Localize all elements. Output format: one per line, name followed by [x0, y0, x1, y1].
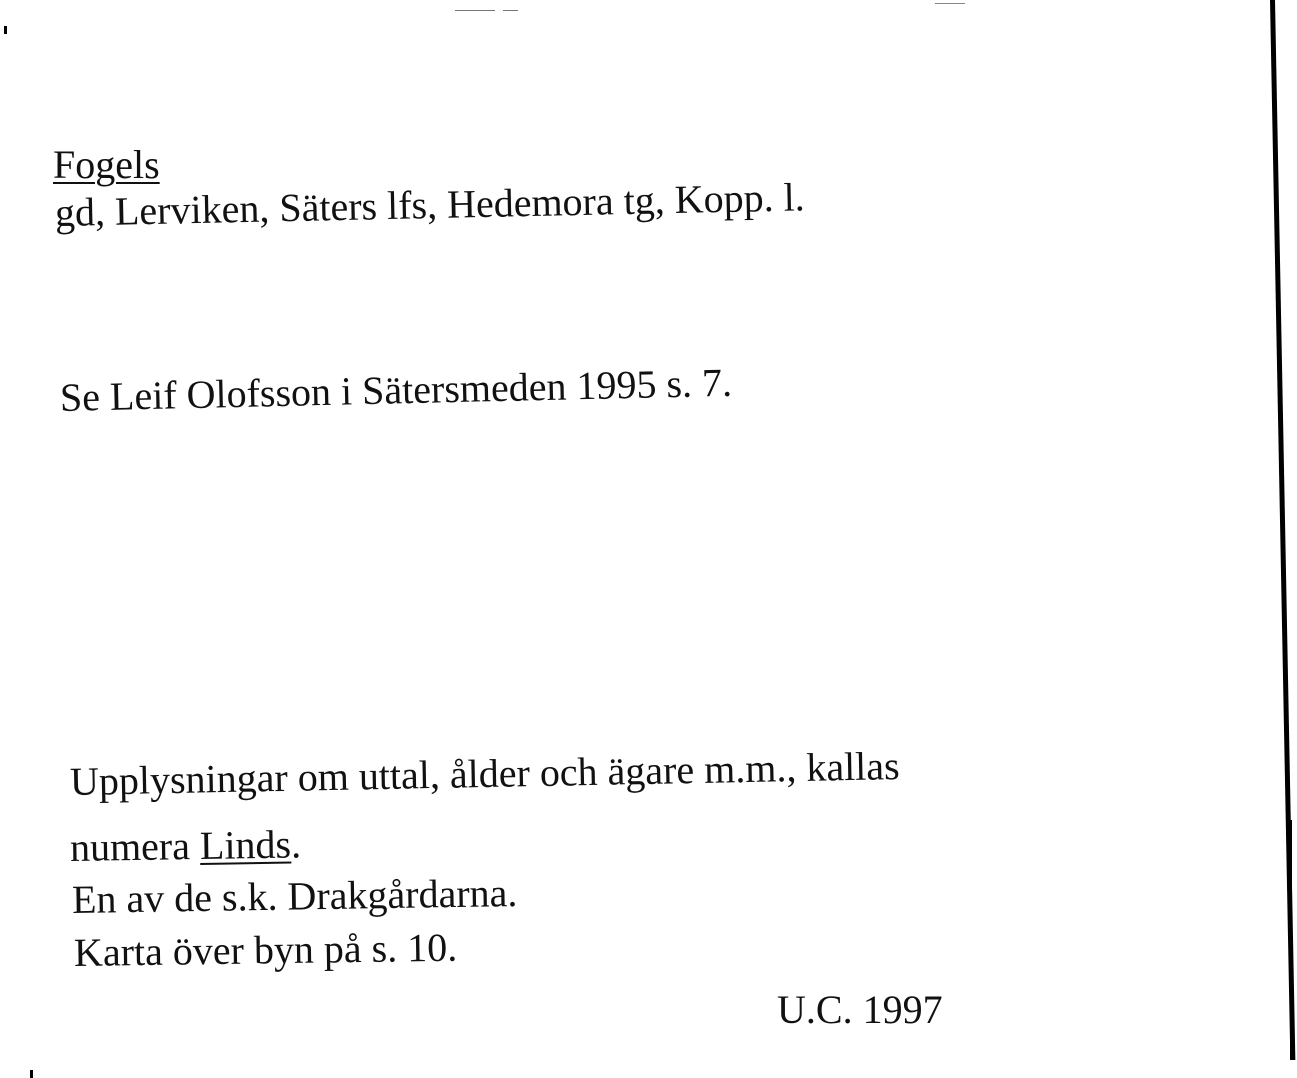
signature: U.C. 1997: [777, 987, 943, 1032]
literature-reference: Se Leif Olofsson i Sätersmeden 1995 s. 7.: [59, 359, 733, 420]
current-name: Linds: [199, 821, 292, 868]
info-line-2-suffix: .: [290, 821, 302, 867]
scan-dash-top: [455, 10, 495, 11]
scan-dash-top: [935, 3, 965, 4]
location-description: gd, Lerviken, Säters lfs, Hedemora tg, Kopp. l.: [54, 174, 806, 235]
info-line-2-prefix: numera: [69, 822, 201, 870]
scan-edge-line-secondary: [1290, 820, 1292, 1060]
info-line-1: Upplysningar om uttal, ålder och ägare m.m., kallas: [69, 743, 901, 804]
scan-dash-top: [503, 10, 518, 11]
scan-mark-top-left: [4, 26, 7, 34]
place-name: Fogels: [53, 142, 160, 187]
place-name-heading: [53, 142, 160, 187]
scan-mark-bottom-left: [30, 1070, 33, 1078]
info-line-3: En av de s.k. Drakgårdarna.: [71, 870, 518, 922]
info-line-4: Karta över byn på s. 10.: [73, 924, 458, 975]
info-line-2: [69, 821, 302, 870]
